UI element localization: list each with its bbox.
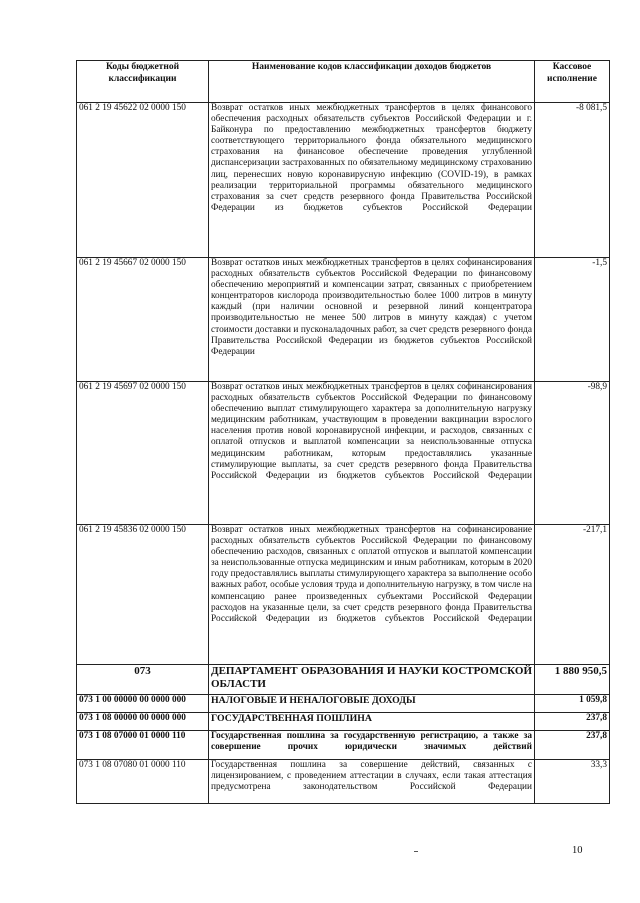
row-code: 061 2 19 45622 02 0000 150 [77, 103, 209, 258]
department-code: 073 [77, 665, 209, 695]
budget-revenue-table [76, 60, 610, 804]
row-amount: -98,9 [535, 382, 610, 525]
table-header-row [77, 61, 610, 103]
row-code: 061 2 19 45667 02 0000 150 [77, 258, 209, 382]
row-amount: 237,8 [535, 713, 610, 731]
column-header-name: Наименование кодов классификации доходов бюджетов [209, 61, 535, 103]
column-header-codes: Коды бюджетной классификации [77, 61, 209, 103]
row-amount: -8 081,5 [535, 103, 610, 258]
row-name: ГОСУДАРСТВЕННАЯ ПОШЛИНА [209, 713, 535, 731]
row-amount: 1 059,8 [535, 695, 610, 713]
row-code: 073 1 08 07000 01 0000 110 [77, 731, 209, 760]
table-row [77, 382, 610, 525]
row-name: Возврат остатков иных межбюджетных трансфертов в целях финансового обеспечения расходных обязательств субъектов Российской Федерации и г. Байконура по предоставлению межбюджетных трансфертов бюджету соответствующего территориального фонда обязательного медицинского страхования на финансовое обеспечение проведения углубленной диспансеризации застрахованных по обязательному медицинскому страхованию лиц, перенесших новую коронавирусную инфекцию (COVID-19), в рамках реализации территориальной программы обязательного медицинского страхования за счет средств резервного фонда Правительства Российской Федерации из бюджетов субъектов Российской Федерации [209, 103, 535, 258]
row-name: НАЛОГОВЫЕ И НЕНАЛОГОВЫЕ ДОХОДЫ [209, 695, 535, 713]
row-code: 073 1 08 07080 01 0000 110 [77, 760, 209, 804]
row-name: Государственная пошлина за государственную регистрацию, а также за совершение прочих юридически значимых действий [209, 731, 535, 760]
row-amount: -217,1 [535, 525, 610, 665]
column-header-amount: Кассовое исполнение [535, 61, 610, 103]
row-name: Государственная пошлина за совершение действий, связанных с лицензированием, с проведением аттестации в случаях, если такая аттестация предусмотрена законодательством Российской Федерации [209, 760, 535, 804]
row-amount: 237,8 [535, 731, 610, 760]
row-name: Возврат остатков иных межбюджетных трансфертов в целях софинансирования расходных обязательств субъектов Российской Федерации по финансовому обеспечению выплат стимулирующего характера за дополнительную нагрузку медицинским работникам, участвующим в проведении вакцинации взрослого населения против новой коронавирусной инфекции, и расходов, связанных с оплатой отпусков и выплатой компенсации за неиспользованные отпуска медицинским работникам, которым предоставлялись указанные стимулирующие выплаты, за счет средств резервного фонда Правительства Российской Федерации из бюджетов субъектов Российской Федерации [209, 382, 535, 525]
page-number: 10 [572, 845, 583, 856]
row-amount: 33,3 [535, 760, 610, 804]
department-row [77, 665, 610, 695]
table-row [77, 525, 610, 665]
subsection-row [77, 731, 610, 760]
row-name: Возврат остатков иных межбюджетных трансфертов в целях софинансирования расходных обязательств субъектов Российской Федерации по финансовому обеспечению мероприятий и компенсации затрат, связанных с приобретением концентраторов кислорода производительностью более 1000 литров в минуту каждый (при наличии основной и резервной линий концентратора производительностью не менее 500 литров в минуту каждая) с учетом стоимости доставки и пусконаладочных работ, за счет средств резервного фонда Правительства Российской Федерации из бюджетов субъектов Российской Федерации [209, 258, 535, 382]
department-amount: 1 880 950,5 [535, 665, 610, 695]
table-row [77, 103, 610, 258]
row-code: 073 1 00 00000 00 0000 000 [77, 695, 209, 713]
table-row [77, 760, 610, 804]
scan-mark [414, 851, 418, 852]
row-amount: -1,5 [535, 258, 610, 382]
row-code: 061 2 19 45697 02 0000 150 [77, 382, 209, 525]
department-name: ДЕПАРТАМЕНТ ОБРАЗОВАНИЯ И НАУКИ КОСТРОМСКОЙ ОБЛАСТИ [209, 665, 535, 695]
table-row [77, 258, 610, 382]
row-name: Возврат остатков иных межбюджетных трансфертов на софинансирование расходных обязательств субъектов Российской Федерации по финансовому обеспечению расходов, связанных с оплатой отпусков и выплатой компенсации за неиспользованные отпуска медицинским и иным работникам, которым в 2020 году предоставлялись выплаты стимулирующего характера за выполнение особо важных работ, особые условия труда и дополнительную нагрузку, в том числе на компенсацию ранее произведенных субъектами Российской Федерации расходов на указанные цели, за счет средств резервного фонда Правительства Российской Федерации из бюджетов субъектов Российской Федерации [209, 525, 535, 665]
row-code: 073 1 08 00000 00 0000 000 [77, 713, 209, 731]
section-row [77, 713, 610, 731]
row-code: 061 2 19 45836 02 0000 150 [77, 525, 209, 665]
section-row [77, 695, 610, 713]
